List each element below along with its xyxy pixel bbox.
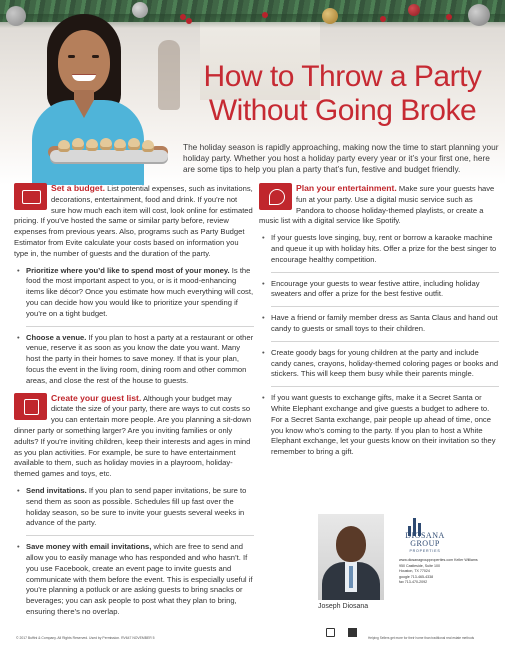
guest-list-icon bbox=[14, 393, 47, 420]
bullet-list bbox=[259, 233, 499, 458]
cookie-icon bbox=[128, 138, 140, 150]
section-guest-list bbox=[14, 393, 254, 618]
cookie-icon bbox=[58, 140, 70, 152]
agent-contact: www.diosanagroupproperties.com Keller Williams 950 Castleside, Suite 100 Houston, TX 77024 google 713-465-4338 fax 713-470-2092 bbox=[399, 558, 478, 585]
section-title: Set a budget. bbox=[51, 183, 105, 193]
right-column bbox=[259, 183, 499, 464]
title-line-1: How to Throw a Party bbox=[203, 60, 482, 93]
cookie-icon bbox=[100, 138, 112, 150]
bullet-list bbox=[14, 486, 254, 618]
list-item: • Create goody bags for young children at the party and include candy canes, crayons, holiday-themed coloring pages or books and stickers. This will keep them busy while their parents mingle. bbox=[259, 348, 499, 380]
background-figure bbox=[158, 40, 180, 110]
brand-subtitle: PROPERTIES bbox=[409, 549, 441, 553]
ornament-icon bbox=[132, 2, 148, 18]
divider bbox=[271, 306, 499, 307]
list-item: • Prioritize where you’d like to spend most of your money. Is the food the most important aspect to you, or is it mood-enhancing items like décor? Once you estimate how much everything will cost, you can decide how you would like to prioritize your spending if you’re on a tight budget. bbox=[14, 266, 254, 320]
cookie-icon bbox=[114, 139, 126, 151]
list-item: • If you want guests to exchange gifts, make it a Secret Santa or White Elephant exchange and give guests a budget to adhere to. For a Secret Santa exchange, pair people up ahead of time, once you know who’s coming to the party. If you plan to host a White Elephant exchange, let your guests know on their invitation so they remember to bring a gift. bbox=[259, 393, 499, 458]
equal-housing-icon bbox=[326, 628, 335, 637]
list-item: • Encourage your guests to wear festive attire, including holiday sweaters and offer a prize for the best festive outfit. bbox=[259, 279, 499, 301]
ornament-icon bbox=[468, 4, 490, 26]
ornament-icon bbox=[6, 6, 26, 26]
divider bbox=[26, 535, 254, 536]
section-body: Make sure your guests have fun at your party. Use a digital music service such as Pandora to choose holiday-themed playlists, or create a music list with a digital service like Spotify. bbox=[259, 184, 495, 226]
budget-icon bbox=[14, 183, 47, 210]
list-item: • Choose a venue. If you plan to host a party at a restaurant or other venue, reserve it as soon as you know the date you want. Many host the party in their homes to save money. If that is your plan, focus the event in the living room, dining room and other common areas, and close the rest of the house to guests. bbox=[14, 333, 254, 387]
agent-card bbox=[318, 514, 500, 614]
list-item: • Save money with email invitations, which are free to send and allow you to easily manage who has responded and who hasn’t. If you use Facebook, create an event page to invite guests and communicate with them before the event. This is especially useful if you’re planning a potluck or are asking guests to bring snacks or beverages; you can ask people to post what they plan to bring, ensuring there’s no overlap. bbox=[14, 542, 254, 618]
section-body: List potential expenses, such as invitations, decorations, entertainment, food and drink. If you’re not sure how much each item will cost, look online for estimated pricing. If you’ve hosted the same or similar party before, review expenses from previous years. Also, programs such as Party Budget Estimator from Evite calculate your costs based on information you type in, the number of guests and the duration of the party. bbox=[14, 184, 253, 258]
page-title bbox=[185, 60, 500, 128]
ornament-icon bbox=[322, 8, 338, 24]
berry-icon bbox=[180, 14, 186, 20]
berry-icon bbox=[446, 14, 452, 20]
berry-icon bbox=[262, 12, 268, 18]
agent-name: Joseph Diosana bbox=[318, 603, 369, 610]
divider bbox=[26, 326, 254, 327]
berry-icon bbox=[186, 18, 192, 24]
realtor-icon bbox=[348, 628, 357, 637]
berry-icon bbox=[380, 16, 386, 22]
entertainment-icon bbox=[259, 183, 292, 210]
woman-face bbox=[58, 30, 110, 94]
divider bbox=[271, 386, 499, 387]
list-item: • Have a friend or family member dress as Santa Claus and hand out candy to guests or small toys to their children. bbox=[259, 313, 499, 335]
section-title: Create your guest list. bbox=[51, 392, 142, 403]
section-entertainment bbox=[259, 183, 499, 458]
footer-tagline: Helping Sellers get more for their home than traditional real estate methods bbox=[368, 636, 475, 640]
cookie-icon bbox=[142, 140, 154, 152]
intro-paragraph: The holiday season is rapidly approaching, making now the time to start planning your holiday party. Whether you host a holiday party every year or it’s your first one, here are some tips to help you plan a party that’s fun, festive and budget friendly. bbox=[183, 142, 499, 174]
cookie-icon bbox=[86, 139, 98, 151]
agent-photo bbox=[318, 514, 384, 600]
brand-logo: DIOSANA GROUP bbox=[405, 531, 445, 548]
title-line-2: Without Going Broke bbox=[208, 94, 477, 127]
copyright-text: © 2017 Buffini & Company. All Rights Reserved. Used by Permission. RV647 NOVEMBER 5 bbox=[16, 636, 155, 640]
ornament-icon bbox=[408, 4, 420, 16]
divider bbox=[271, 341, 499, 342]
left-column bbox=[14, 183, 254, 624]
list-item: • Send invitations. If you plan to send paper invitations, be sure to send them as soon as possible. Schedules fill up fast over the holiday season, so be sure to invite your guests several weeks in advance of the party. bbox=[14, 486, 254, 529]
section-budget bbox=[14, 183, 254, 387]
section-body: Although your budget may dictate the size of your party, there are ways to cut costs so you can entertain more people. Are you planning a sit-down dinner party or something larger? Are you inviting families or only adults? If you’re inviting children, keep their interests and ages in mind as you plan activities. For example, be sure to have entertainment available to them, such as holiday movies in a playroom, holiday-themed games and toys, etc. bbox=[14, 393, 252, 479]
bullet-list bbox=[14, 266, 254, 387]
list-item: • If your guests love singing, buy, rent or borrow a karaoke machine and queue it up with holiday hits. Offer a prize for the best singer to encourage healthy competition. bbox=[259, 233, 499, 265]
cookie-icon bbox=[72, 138, 84, 150]
section-title: Plan your entertainment. bbox=[296, 183, 397, 193]
divider bbox=[271, 272, 499, 273]
